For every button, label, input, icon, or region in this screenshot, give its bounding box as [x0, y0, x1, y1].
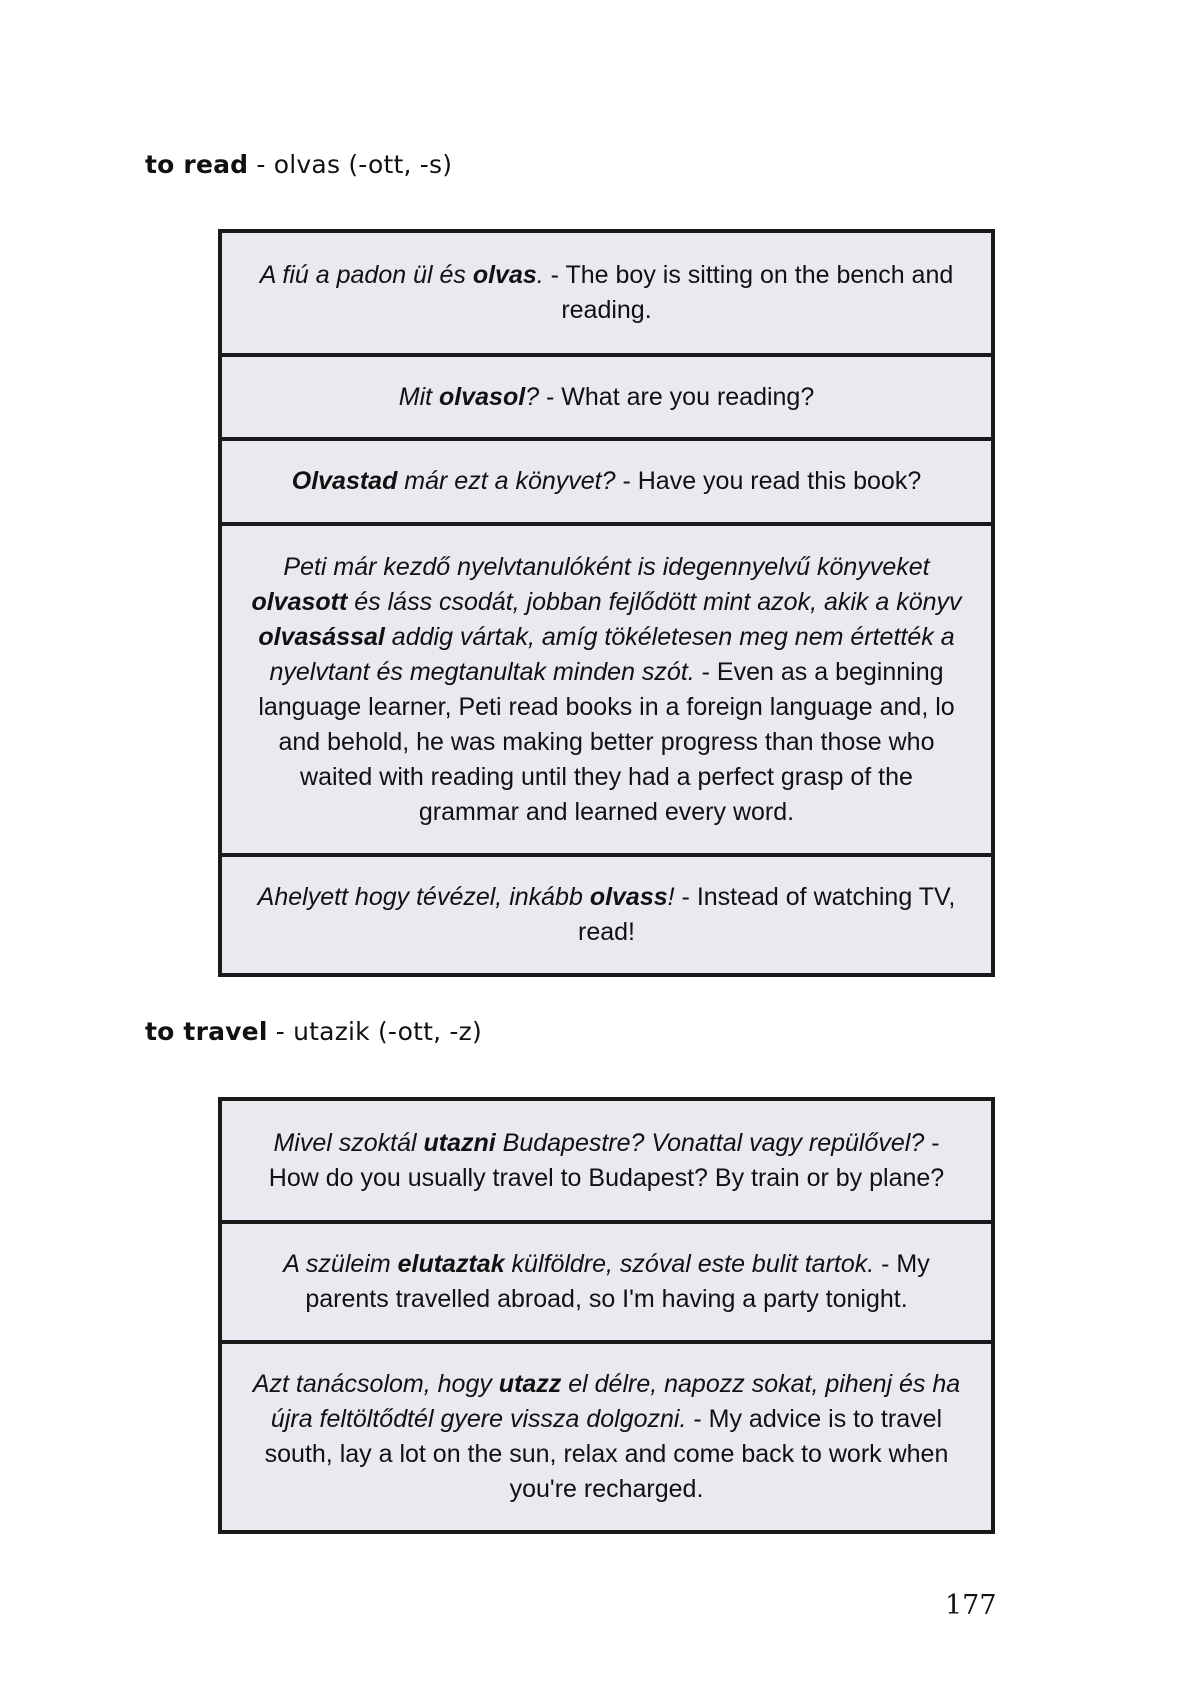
example-text	[248, 258, 965, 328]
example-row	[222, 1340, 991, 1530]
hungarian-sentence: Mit olvasol?	[398, 382, 540, 411]
english-translation: - Have you read this book?	[615, 467, 922, 495]
highlighted-verb: olvasol	[439, 382, 526, 411]
example-row	[222, 522, 991, 853]
example-text	[248, 1247, 965, 1317]
example-text	[248, 1367, 965, 1507]
highlighted-verb: olvas	[472, 261, 537, 289]
page-number: 177	[945, 1590, 997, 1621]
hungarian-sentence: A szüleim elutaztak külföldre, szóval este bulit tartok.	[283, 1250, 875, 1278]
example-text	[248, 550, 965, 830]
highlighted-verb: elutaztak	[397, 1250, 505, 1278]
highlighted-verb: olvass	[589, 883, 668, 911]
hungarian-sentence: Olvastad már ezt a könyvet?	[291, 467, 616, 495]
example-text	[399, 380, 815, 415]
section-heading-to-read	[145, 150, 452, 179]
section-heading-to-travel	[145, 1017, 482, 1046]
example-row	[222, 233, 991, 353]
highlighted-verb: olvasással	[258, 622, 385, 651]
examples-table-read	[218, 229, 995, 977]
english-translation: - Instead of watching TV, read!	[578, 883, 956, 946]
highlighted-verb: utazni	[423, 1128, 496, 1157]
english-translation: - Even as a beginning language learner, Peti read books in a foreign language and, lo and behold, he was making better progress than those who waited with reading until they had a perfect grasp of the grammar and learned every word.	[258, 657, 955, 826]
heading-term: to travel	[145, 1017, 268, 1046]
example-row	[222, 853, 991, 973]
heading-forms: - utazik (-ott, -z)	[267, 1017, 482, 1046]
english-translation: - My advice is to travel south, lay a lot on the sun, relax and come back to work when you're recharged.	[264, 1405, 949, 1503]
english-translation: - My parents travelled abroad, so I'm having a party tonight.	[305, 1250, 930, 1313]
heading-term: to read	[145, 150, 249, 179]
hungarian-sentence: A fiú a padon ül és olvas.	[259, 261, 544, 289]
english-translation: - What are you reading?	[539, 382, 815, 411]
hungarian-sentence: Peti már kezdő nyelvtanulóként is idegennyelvű könyveket olvasott és láss csodát, jobban fejlődött mint azok, akik a könyv olvasással addig vártak, amíg tökéletesen meg nem értették a nyelvtant és megtanultak minden szót.	[251, 552, 962, 686]
example-text	[248, 880, 965, 950]
example-text	[292, 464, 922, 499]
highlighted-verb: olvasott	[251, 587, 348, 616]
example-text	[248, 1126, 965, 1196]
examples-table-travel	[218, 1097, 995, 1534]
english-translation: - How do you usually travel to Budapest? By train or by plane?	[268, 1128, 945, 1192]
english-translation: - The boy is sitting on the bench and reading.	[543, 261, 954, 324]
example-row	[222, 1101, 991, 1220]
highlighted-verb: Olvastad	[291, 467, 398, 495]
heading-forms: - olvas (-ott, -s)	[248, 150, 453, 179]
example-row	[222, 1220, 991, 1340]
highlighted-verb: utazz	[498, 1370, 562, 1398]
hungarian-sentence: Mivel szoktál utazni Budapestre? Vonattal vagy repülővel?	[273, 1128, 925, 1157]
example-row	[222, 353, 991, 437]
hungarian-sentence: Ahelyett hogy tévézel, inkább olvass!	[257, 883, 675, 911]
hungarian-sentence: Azt tanácsolom, hogy utazz el délre, napozz sokat, pihenj és ha újra feltöltődtél gyere vissza dolgozni.	[252, 1370, 961, 1433]
example-row	[222, 437, 991, 522]
